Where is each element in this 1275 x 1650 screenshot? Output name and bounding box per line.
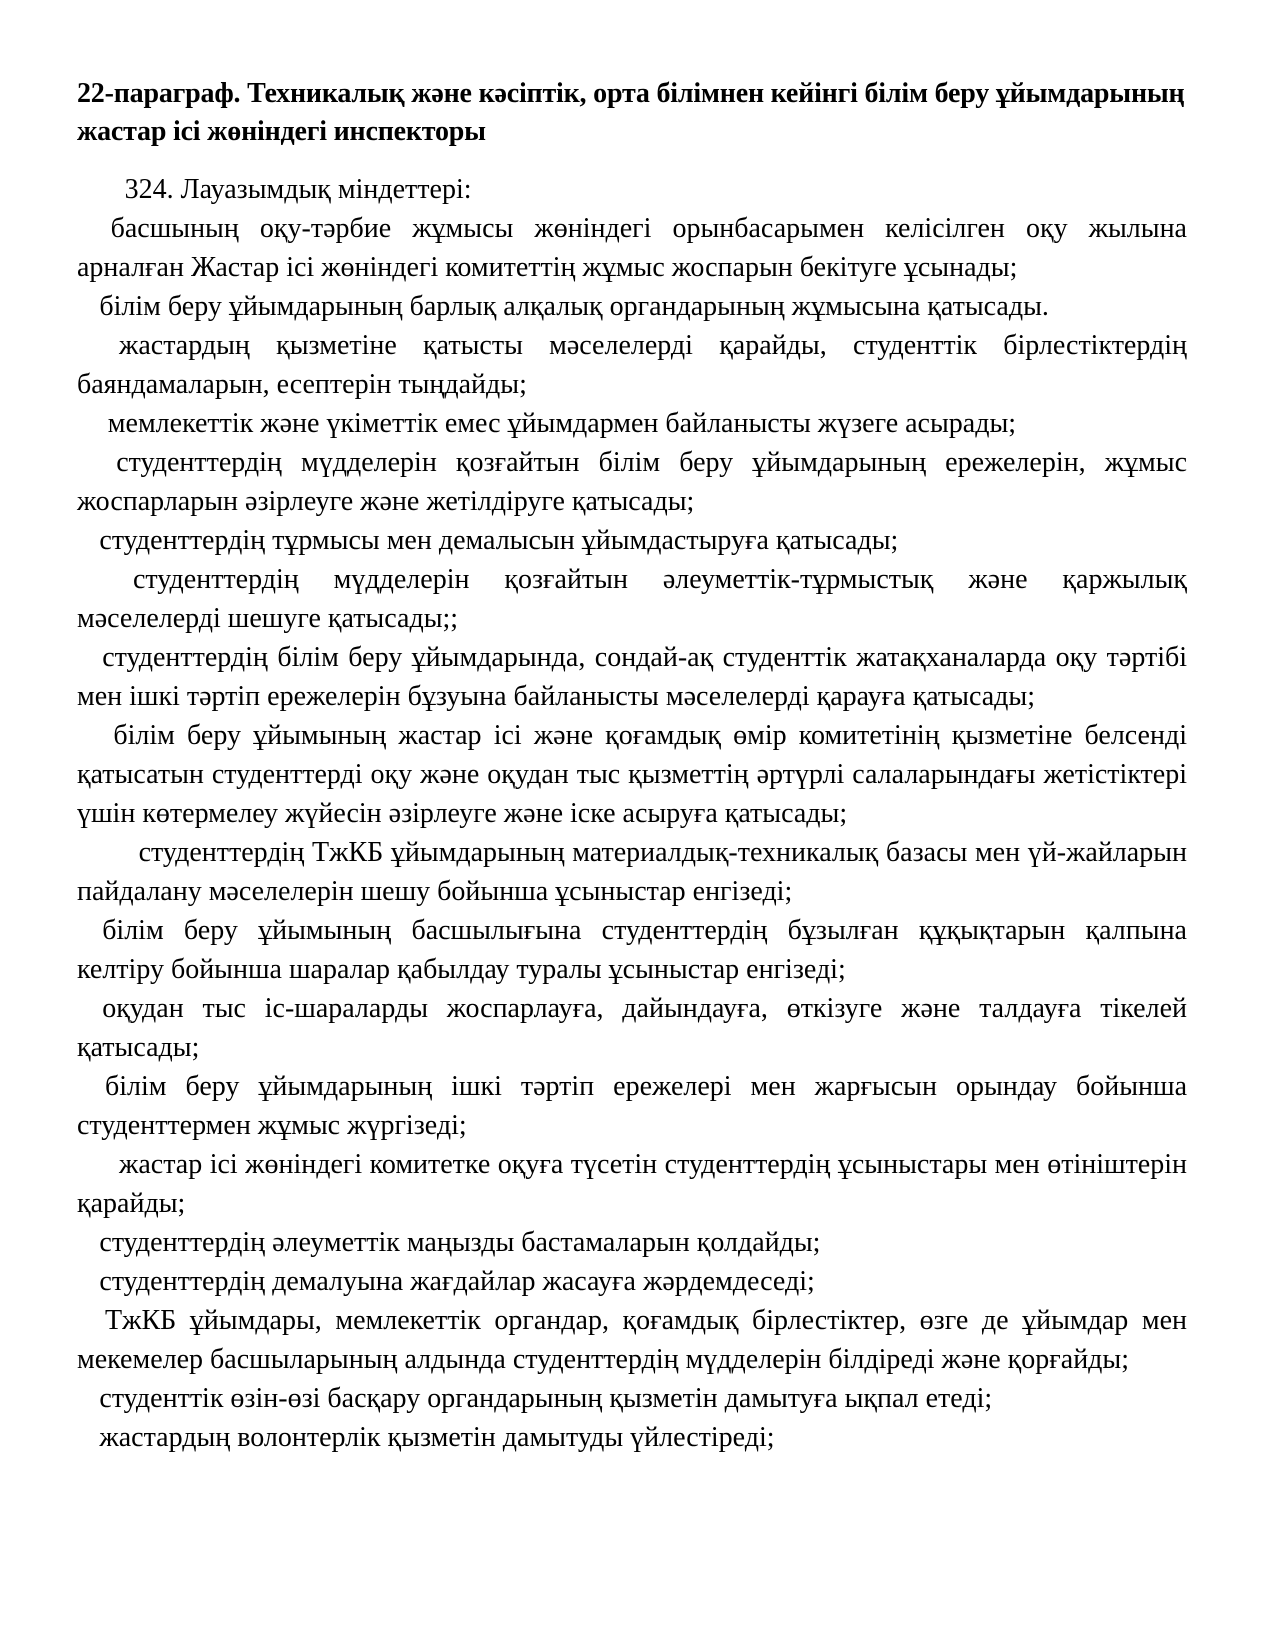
paragraph: білім беру ұйымдарының ішкі тәртіп ережелері мен жарғысын орындау бойынша студенттермен жұмыс жүргізеді; bbox=[77, 1071, 1187, 1141]
paragraph: студенттердің демалуына жағдайлар жасауға жәрдемдеседі; bbox=[99, 1266, 815, 1297]
paragraph: студенттердің ТжКБ ұйымдарының материалдық-техникалық базасы мен үй-жайларын пайдалану мәселелерін шешу бойынша ұсыныстар енгізеді; bbox=[77, 837, 1187, 907]
paragraph: студенттердің тұрмысы мен демалысын ұйымдастыруға қатысады; bbox=[99, 525, 899, 556]
paragraph: оқудан тыс іс-шараларды жоспарлауға, дайындауға, өткізуге және талдауға тікелей қатысады; bbox=[77, 993, 1187, 1063]
paragraph: ТжКБ ұйымдары, мемлекеттік органдар, қоғамдық бірлестіктер, өзге де ұйымдар мен мекемелер басшыларының алдында студенттердің мүдделерін білдіреді және қорғайды; bbox=[77, 1305, 1187, 1375]
paragraph: студенттердің мүдделерін қозғайтын білім беру ұйымдарының ережелерін, жұмыс жоспарларын әзірлеуге және жетілдіруге қатысады; bbox=[77, 447, 1187, 517]
paragraph: жастар ісі жөніндегі комитетке оқуға түсетін студенттердің ұсыныстары мен өтініштерін қарайды; bbox=[77, 1149, 1187, 1219]
paragraph: білім беру ұйымының басшылығына студенттердің бұзылған құқықтарын қалпына келтіру бойынша шаралар қабылдау туралы ұсыныстар енгізеді; bbox=[77, 915, 1187, 985]
paragraph: студенттік өзін-өзі басқару органдарының қызметін дамытуға ықпал етеді; bbox=[99, 1383, 993, 1414]
paragraph: білім беру ұйымдарының барлық алқалық органдарының жұмысына қатысады. bbox=[99, 291, 1049, 322]
paragraph: 324. Лауазымдық міндеттері: bbox=[124, 174, 472, 205]
paragraph: студенттердің білім беру ұйымдарында, сондай-ақ студенттік жатақханаларда оқу тәртібі мен ішкі тәртіп ережелерін бұзуына байланысты мәселелерді қарауға қатысады; bbox=[77, 642, 1187, 712]
paragraph: студенттердің мүдделерін қозғайтын әлеуметтік-тұрмыстық және қаржылық мәселелерді шешуге қатысады;; bbox=[77, 564, 1187, 634]
paragraph: студенттердің әлеуметтік маңызды бастамаларын қолдайды; bbox=[99, 1227, 821, 1258]
paragraph: басшының оқу-тәрбие жұмысы жөніндегі орынбасарымен келісілген оқу жылына арналған Жастар ісі жөніндегі комитеттің жұмыс жоспарын бекітуге ұсынады; bbox=[77, 213, 1187, 283]
paragraph: мемлекеттік және үкіметтік емес ұйымдармен байланысты жүзеге асырады; bbox=[107, 408, 1017, 439]
paragraph: білім беру ұйымының жастар ісі және қоғамдық өмір комитетінің қызметіне белсенді қатысатын студенттерді оқу және оқудан тыс қызметтің әртүрлі салаларындағы жетістіктері үшін көтермелеу жүйесін әзірлеуге және іске асыруға қатысады; bbox=[77, 720, 1187, 829]
document-title: 22-параграф. Техникалық және кәсіптік, орта білімнен кейінгі білім беру ұйымдарының жастар ісі жөніндегі инспекторы bbox=[77, 78, 1185, 147]
paragraph: жастардың волонтерлік қызметін дамытуды үйлестіреді; bbox=[99, 1422, 775, 1453]
paragraph: жастардың қызметіне қатысты мәселелерді қарайды, студенттік бірлестіктердің баяндамаларын, есептерін тыңдайды; bbox=[77, 330, 1187, 400]
document-body bbox=[77, 170, 1187, 1457]
